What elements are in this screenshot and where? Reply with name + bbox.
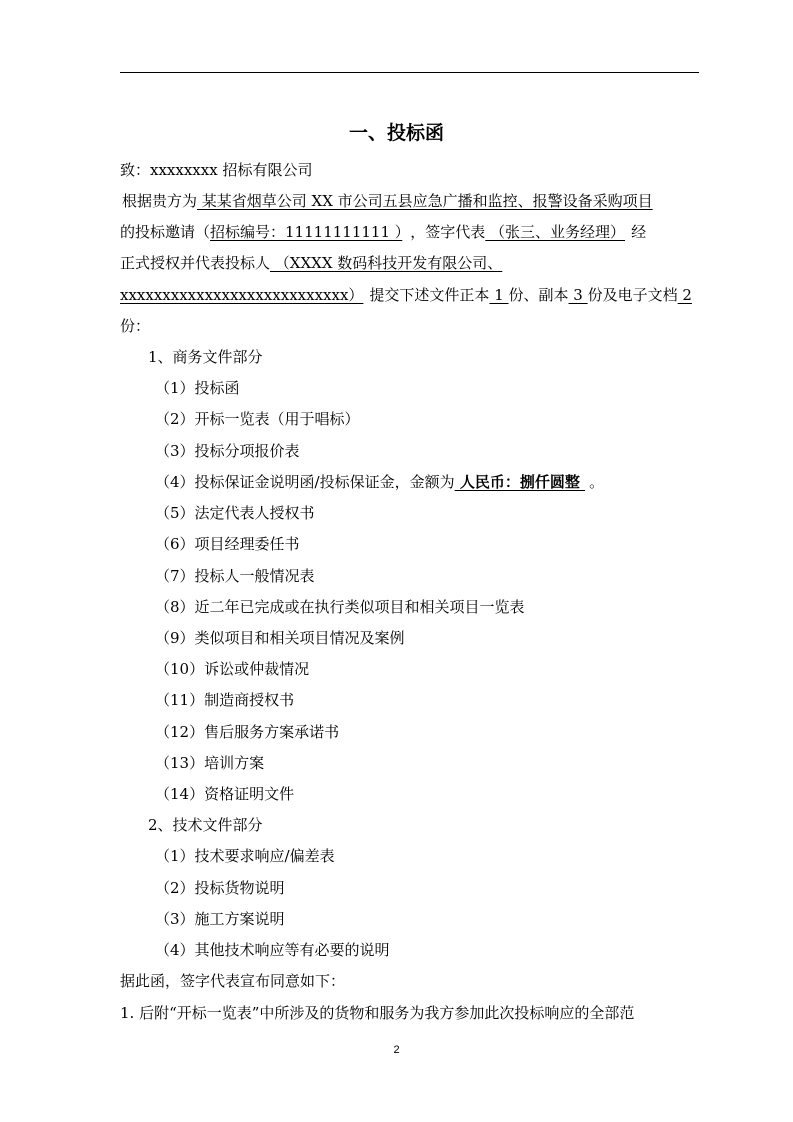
- list-item: （1）技术要求响应/偏差表: [155, 847, 335, 865]
- list-item: （6）项目经理委任书: [155, 535, 300, 553]
- list-item: （1）投标函: [155, 379, 240, 397]
- list-item: （7）投标人一般情况表: [155, 567, 315, 585]
- page-title: 一、投标函: [348, 122, 444, 144]
- para-text: ，签字代表: [410, 223, 486, 241]
- list-item: （10）诉讼或仲裁情况: [155, 660, 310, 678]
- page-number: 2: [393, 1044, 400, 1056]
- header-rule: [120, 72, 699, 73]
- list-item: （4）其他技术响应等有必要的说明: [155, 941, 390, 959]
- list-item: （2）开标一览表（用于唱标）: [155, 410, 360, 428]
- list-item: （14）资格证明文件: [155, 785, 295, 803]
- para-text: 份、副本: [508, 286, 569, 304]
- paragraph-line-5: 份：: [120, 317, 151, 335]
- para-text: 经: [631, 223, 647, 241]
- list-item: （3）施工方案说明: [155, 910, 285, 928]
- original-count: 1: [489, 286, 509, 304]
- list-item: （12）售后服务方案承诺书: [155, 723, 340, 741]
- para-text: 提交下述文件正本: [369, 286, 490, 304]
- section-heading-technical: 2、技术文件部分: [148, 816, 263, 834]
- list-item: （2）投标货物说明: [155, 879, 285, 897]
- section-heading-commercial: 1、商务文件部分: [148, 348, 263, 366]
- list-item: （5）法定代表人授权书: [155, 504, 315, 522]
- list-item: （8）近二年已完成或在执行类似项目和相关项目一览表: [155, 598, 525, 616]
- closing-line: 据此函，签字代表宣布同意如下：: [120, 972, 346, 990]
- clause-1: 1. 后附“开标一览表”中所涉及的货物和服务为我方参加此次投标响应的全部范: [120, 1004, 635, 1022]
- para-text: 份及电子文档: [587, 286, 678, 304]
- copy-count: 3: [568, 286, 588, 304]
- tender-number: 招标编号：11111111111 ）: [210, 223, 403, 241]
- para-text: 的投标邀请（: [120, 223, 211, 241]
- paragraph-line-4: [120, 285, 692, 305]
- list-item-text: （4）投标保证金说明函/投标保证金，金额为: [155, 473, 455, 491]
- signing-representative: （张三、业务经理）: [485, 223, 626, 241]
- list-item-end: 。: [589, 473, 605, 491]
- paragraph-line-3: [120, 253, 502, 273]
- para-text: 正式授权并代表投标人: [120, 254, 271, 272]
- electronic-count: 2: [677, 286, 692, 304]
- paragraph-line-2: [120, 222, 646, 242]
- project-name: 某某省烟草公司 XX 市公司五县应急广播和监控、报警设备采购项目: [197, 192, 653, 210]
- addressee-line: 致：xxxxxxxx 招标有限公司: [120, 161, 313, 179]
- list-item: （3）投标分项报价表: [155, 442, 300, 460]
- list-item-deposit: [155, 472, 604, 492]
- bidder-name: （XXXX 数码科技开发有限公司、: [270, 254, 503, 272]
- bidder-name-cont: xxxxxxxxxxxxxxxxxxxxxxxxxxx）: [120, 286, 364, 304]
- list-item: （9）类似项目和相关项目情况及案例: [155, 629, 405, 647]
- list-item: （13）培训方案: [155, 754, 265, 772]
- deposit-amount: 人民币：捌仟圆整: [454, 473, 586, 491]
- paragraph-line-1: [120, 191, 653, 211]
- list-item: （11）制造商授权书: [155, 691, 295, 709]
- para-text: 根据贵方为: [122, 192, 198, 210]
